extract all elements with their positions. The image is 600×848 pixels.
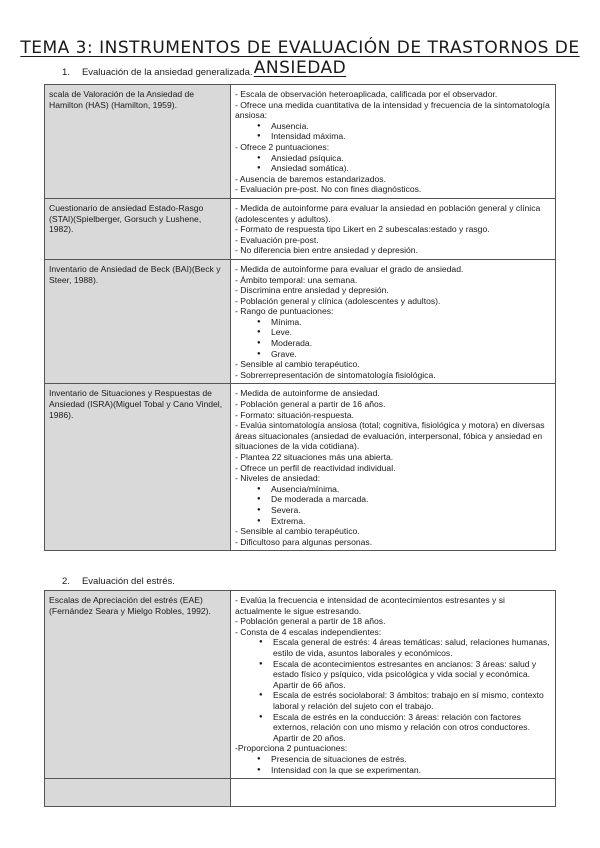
list-item: ● Ausencia/mínima. — [235, 484, 551, 495]
description-line: -Proporciona 2 puntuaciones: — [235, 743, 348, 754]
instrument-description — [231, 384, 556, 551]
list-item: ● Ansiedad psíquica. — [235, 153, 551, 164]
list-item: ● Leve. — [235, 327, 551, 338]
list-item: ● Mínima. — [235, 317, 551, 328]
description-line: - Sobrerrepresentación de sintomatología fisiológica. — [235, 369, 436, 380]
list-item: ● Escala general de estrés: 4 áreas temáticas: salud, relaciones humanas, estilo de vida, asuntos laborales y económicos. — [235, 637, 551, 658]
description-line: - Ausencia de baremos estandarizados. — [235, 173, 386, 184]
description-line: - Escala de observación heteroaplicada, calificada por el observador. — [235, 89, 498, 99]
section-heading-text: Evaluación de la ansiedad generalizada. — [81, 67, 253, 78]
description-line: - Evaluación pre-post. No con fines diagnósticos. — [235, 184, 422, 195]
bullet-list — [235, 317, 551, 359]
list-item: ● Intensidad máxima. — [235, 131, 551, 142]
list-item: ● Grave. — [235, 349, 551, 360]
bullet-list — [235, 754, 551, 775]
instrument-name: scala de Valoración de la Ansiedad de Hamilton (HAS) (Hamilton, 1959). — [45, 85, 231, 199]
list-item: ● Escala de acontecimientos estresantes en ancianos: 3 áreas: salud y estado físico y psíquico, vida psicológica y vida social y económica. Apartir de 66 años. — [235, 659, 551, 691]
description-line: - Medida de autoinforme de ansiedad. — [235, 388, 380, 399]
list-item: ● Ausencia. — [235, 121, 551, 132]
description-line: - Sensible al cambio terapéutico. — [235, 359, 360, 370]
list-item: ● De moderada a marcada. — [235, 494, 551, 505]
instrument-description — [231, 259, 556, 384]
table-row-empty — [45, 779, 556, 807]
list-item: ● Intensidad con la que se experimentan. — [235, 765, 551, 776]
list-item: ● Moderada. — [235, 338, 551, 349]
description-line: - Plantea 22 situaciones más una abierta. — [235, 452, 394, 462]
bullet-list — [235, 484, 551, 526]
page-title: TEMA 3: INSTRUMENTOS DE EVALUACIÓN DE TRASTORNOS DE ANSIEDAD — [20, 38, 580, 78]
empty-cell — [231, 779, 556, 807]
description-line: - Población general a partir de 18 años. — [235, 616, 386, 627]
bullet-list — [235, 637, 551, 743]
list-item: ● Severa. — [235, 505, 551, 516]
bullet-list — [235, 153, 551, 174]
description-line: - Ofrece un perfil de reactividad individual. — [235, 462, 396, 473]
description-line: - Formato: situación-respuesta. — [235, 409, 354, 420]
section-number: 1. — [62, 67, 70, 78]
stress-instruments-table — [44, 590, 556, 807]
list-item: ● Escala de estrés sociolaboral: 3 ámbitos: trabajo en sí mismo, contexto laboral y relación del sujeto con el trabajo. — [235, 690, 551, 711]
table-row — [45, 85, 556, 199]
section-heading-anxiety — [62, 67, 253, 78]
instrument-name: Cuestionario de ansiedad Estado-Rasgo (STAI)(Spielberger, Gorsuch y Lushene, 1982). — [45, 198, 231, 259]
description-line: - Evalúa la frecuencia e intensidad de acontecimientos estresantes y si actualmente le sigue estresando. — [235, 595, 505, 616]
description-line: - Población general a partir de 16 años. — [235, 399, 386, 410]
description-line: - Niveles de ansiedad: — [235, 473, 321, 484]
table-row — [45, 591, 556, 779]
instrument-name: Inventario de Ansiedad de Beck (BAI)(Beck y Steer, 1988). — [45, 259, 231, 384]
instrument-description — [231, 591, 556, 779]
section-heading-stress — [62, 576, 175, 587]
section-heading-text: Evaluación del estrés. — [81, 576, 175, 587]
bullet-list — [235, 121, 551, 142]
empty-cell — [45, 779, 231, 807]
instrument-name: Escalas de Apreciación del estrés (EAE)(Fernández Seara y Mielgo Robles, 1992). — [45, 591, 231, 779]
description-line: - Medida de autoinforme para evaluar el grado de ansiedad. — [235, 263, 464, 274]
list-item: ● Escala de estrés en la conducción: 3 áreas: relación con factores externos, relación con uno mismo y relación con otros conductores. Apartir de 20 años. — [235, 712, 551, 744]
description-line: - Ofrece 2 puntuaciones: — [235, 141, 330, 152]
description-line: - No diferencia bien entre ansiedad y depresión. — [235, 245, 418, 256]
description-line: - Sensible al cambio terapéutico. — [235, 526, 360, 537]
description-line: - Rango de puntuaciones: — [235, 306, 334, 317]
list-item: ● Extrema. — [235, 516, 551, 527]
description-line: - Consta de 4 escalas independientes: — [235, 626, 382, 637]
description-line: - Ofrece una medida cuantitativa de la intensidad y frecuencia de la sintomatología ansiosa: — [235, 99, 550, 121]
description-line: - Evaluación pre-post. — [235, 234, 319, 245]
description-line: - Evalúa sintomatología ansiosa (total; cognitiva, fisiológica y motora) en diversas áreas situacionales (ansiedad de evaluación, interpersonal, fóbica y ansiedad en situaciones de la vida cotidiana). — [235, 420, 545, 452]
description-line: - Ámbito temporal: una semana. — [235, 274, 358, 285]
table-row — [45, 384, 556, 551]
table-row — [45, 198, 556, 259]
list-item: ● Ansiedad somática). — [235, 163, 551, 174]
description-line: - Población general y clínica (adolescentes y adultos). — [235, 295, 441, 306]
description-line: - Dificultoso para algunas personas. — [235, 536, 373, 547]
list-item: ● Presencia de situaciones de estrés. — [235, 754, 551, 765]
description-line: - Formato de respuesta tipo Likert en 2 subescalas:estado y rasgo. — [235, 224, 490, 235]
instrument-description — [231, 198, 556, 259]
description-line: - Medida de autoinforme para evaluar la ansiedad en población general y clínica (adolescentes y adultos). — [235, 202, 541, 224]
instrument-name: Inventario de Situaciones y Respuestas de Ansiedad (ISRA)(Miguel Tobal y Cano Vindel, 1986). — [45, 384, 231, 551]
section-number: 2. — [62, 576, 70, 587]
anxiety-instruments-table — [44, 84, 556, 551]
table-row — [45, 259, 556, 384]
instrument-description — [231, 85, 556, 199]
description-line: - Discrimina entre ansiedad y depresión. — [235, 285, 389, 296]
